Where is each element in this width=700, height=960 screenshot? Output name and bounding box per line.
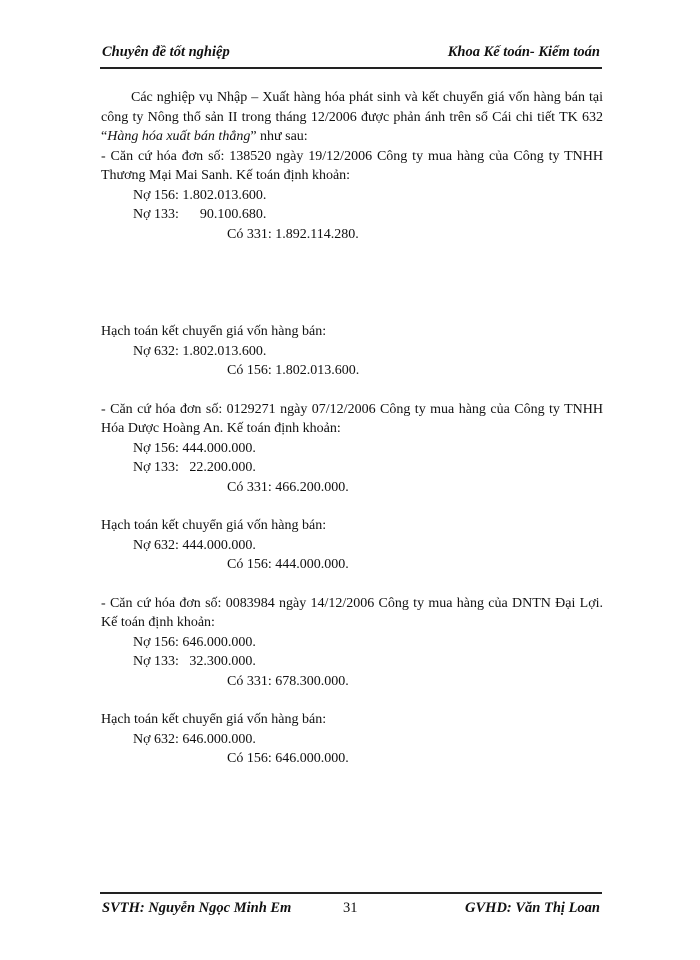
- credit-entry: Có 331: 678.300.000.: [227, 673, 349, 689]
- credit-entry: Có 331: 466.200.000.: [227, 479, 349, 495]
- intro-paragraph: Các nghiệp vụ Nhập – Xuất hàng hóa phát sinh và kết chuyển giá vốn hàng bán tại công ty Nông thổ sản II trong tháng 12/2006 được phản ánh trên sổ Cái chi tiết TK 632 “Hàng hóa xuất bán thẳng” như sau:: [101, 90, 603, 144]
- footer-student: SVTH: Nguyễn Ngọc Minh Em: [102, 900, 292, 916]
- header-right: Khoa Kế toán- Kiểm toán: [447, 44, 600, 60]
- header-left: Chuyên đề tốt nghiệp: [102, 44, 230, 60]
- debit-entry: Nợ 133: 22.200.000.: [133, 460, 256, 475]
- invoice-paragraph-2: - Căn cứ hóa đơn số: 0129271 ngày 07/12/2006 Công ty mua hàng của Công ty TNHH Hóa Dược Hoàng An. Kế toán định khoản:: [101, 401, 603, 436]
- closing-debit: Nợ 632: 646.000.000.: [133, 731, 256, 747]
- closing-debit: Nợ 632: 1.802.013.600.: [133, 343, 267, 359]
- closing-label-2: Hạch toán kết chuyển giá vốn hàng bán:: [101, 518, 327, 533]
- credit-entry: Có 331: 1.892.114.280.: [227, 226, 359, 242]
- debit-entry: Nợ 133: 90.100.680.: [133, 207, 267, 222]
- closing-credit: Có 156: 646.000.000.: [227, 751, 349, 766]
- header-divider: [100, 67, 602, 69]
- spacer: [101, 691, 603, 710]
- debit-entry: Nợ 156: 444.000.000.: [133, 440, 256, 456]
- page-number: 31: [343, 900, 358, 916]
- spacer: [101, 244, 603, 322]
- debit-entry: Nợ 156: 646.000.000.: [133, 634, 256, 650]
- closing-label-3: Hạch toán kết chuyển giá vốn hàng bán:: [101, 712, 327, 727]
- closing-label-1: Hạch toán kết chuyển giá vốn hàng bán:: [101, 324, 327, 339]
- page-header: [102, 44, 600, 66]
- debit-entry: Nợ 133: 32.300.000.: [133, 654, 256, 669]
- footer-advisor: GVHD: Văn Thị Loan: [465, 900, 600, 916]
- footer-divider: [100, 892, 602, 894]
- closing-debit: Nợ 632: 444.000.000.: [133, 537, 256, 553]
- debit-entry: Nợ 156: 1.802.013.600.: [133, 187, 267, 203]
- closing-credit: Có 156: 1.802.013.600.: [227, 363, 360, 378]
- invoice-paragraph-3: - Căn cứ hóa đơn số: 0083984 ngày 14/12/2006 Công ty mua hàng của DNTN Đại Lợi. Kế toán định khoản:: [101, 595, 603, 630]
- spacer: [101, 381, 603, 400]
- page-footer: [102, 900, 600, 922]
- spacer: [101, 575, 603, 594]
- closing-credit: Có 156: 444.000.000.: [227, 557, 349, 572]
- spacer: [101, 497, 603, 516]
- invoice-paragraph-1: - Căn cứ hóa đơn số: 138520 ngày 19/12/2006 Công ty mua hàng của Công ty TNHH Thương Mại Mai Sanh. Kế toán định khoản:: [101, 148, 603, 183]
- document-body: [101, 88, 603, 769]
